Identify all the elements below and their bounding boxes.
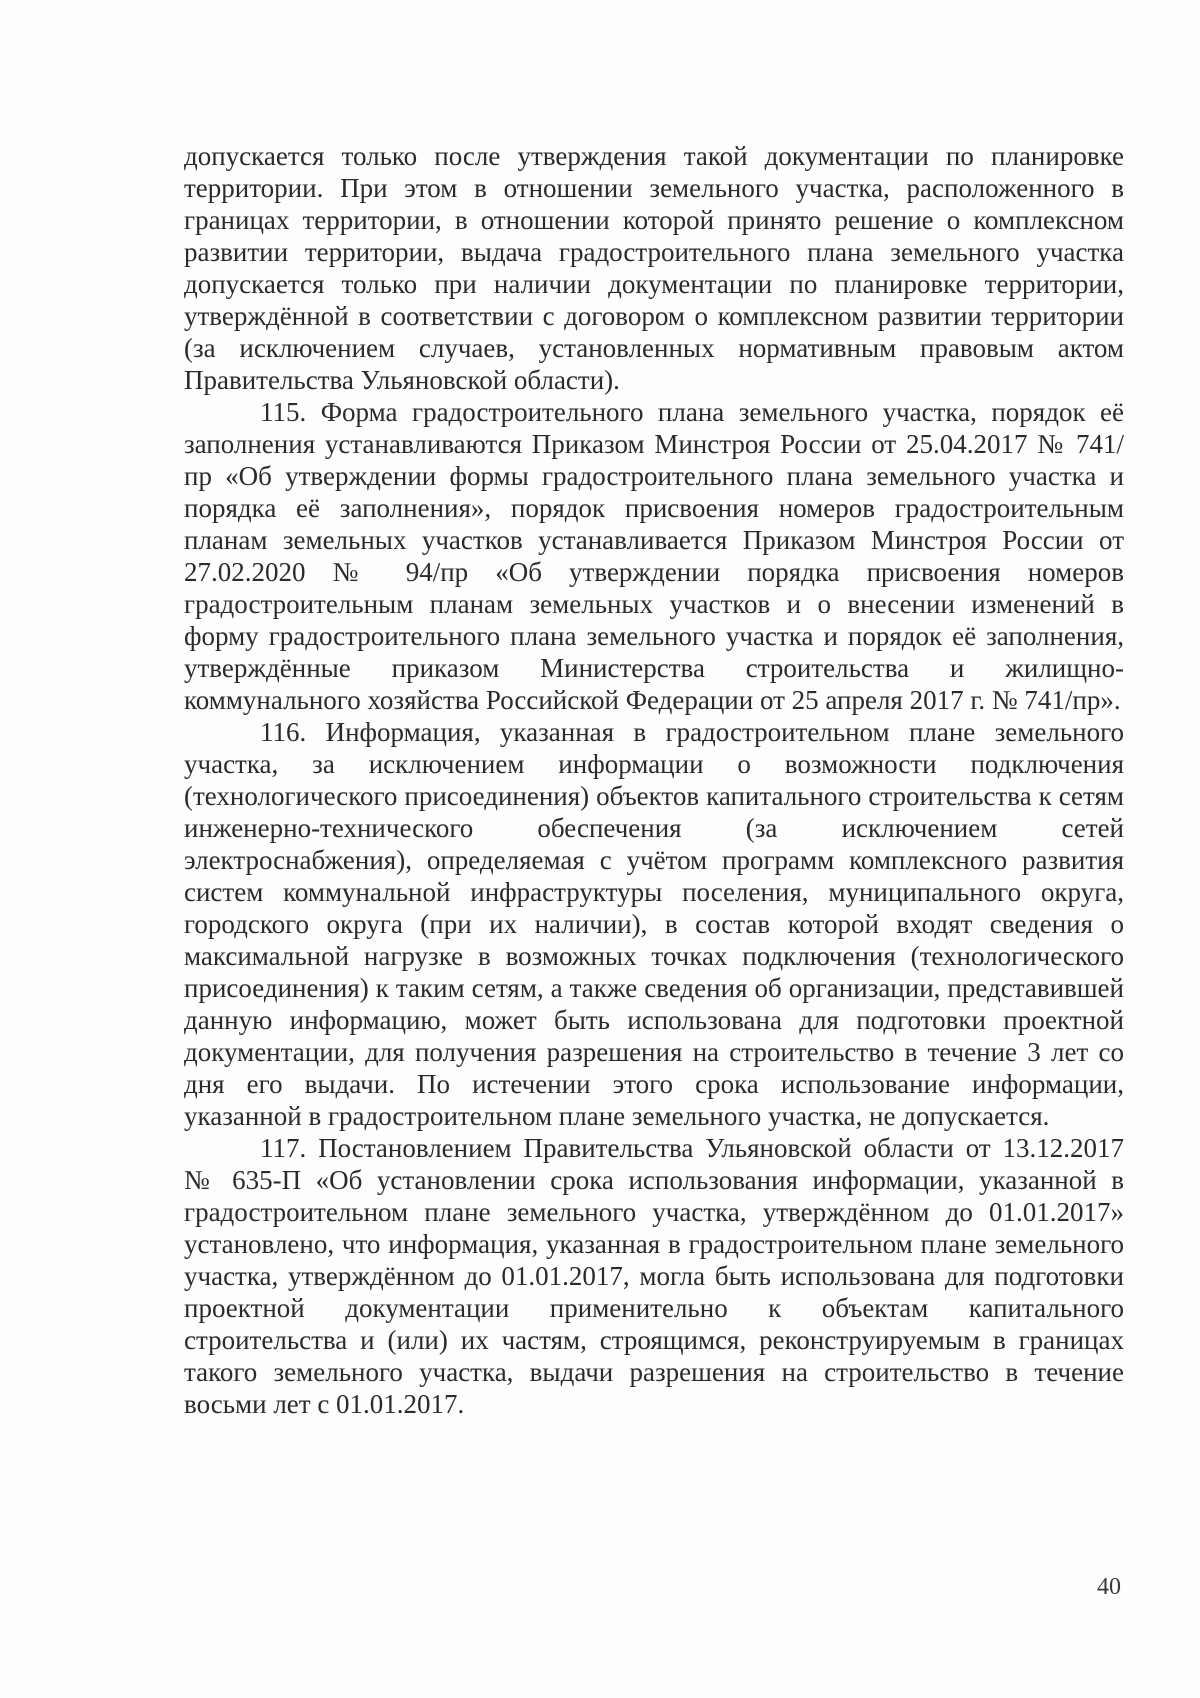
page-number: 40 xyxy=(1097,1574,1121,1600)
document-body xyxy=(184,140,1124,1420)
paragraph-116: 116. Информация, указанная в градостроительном плане земельного участка, за исключением информации о возможности подключения (технологического присоединения) объектов капитального строительства к сетям инженерно-технического обеспечения (за исключением сетей электроснабжения), определяемая с учётом программ комплексного развития систем коммунальной инфраструктуры поселения, муниципального округа, городского округа (при их наличии), в состав которой входят сведения о максимальной нагрузке в возможных точках подключения (технологического присоединения) к таким сетям, а также сведения об организации, представившей данную информацию, может быть использована для подготовки проектной документации, для получения разрешения на строительство в течение 3 лет со дня его выдачи. По истечении этого срока использование информации, указанной в градостроительном плане земельного участка, не допускается. xyxy=(184,717,1124,1131)
paragraph-115: 115. Форма градостроительного плана земельного участка, порядок её заполнения устанавливаются Приказом Минстроя России от 25.04.2017 № 741/пр «Об утверждении формы градостроительного плана земельного участка и порядка её заполнения», порядок присвоения номеров градостроительным планам земельных участков устанавливается Приказом Минстроя России от 27.02.2020 № 94/пр «Об утверждении порядка присвоения номеров градостроительным планам земельных участков и о внесении изменений в форму градостроительного плана земельного участка и порядок её заполнения, утверждённые приказом Министерства строительства и жилищно-коммунального хозяйства Российской Федерации от 25 апреля 2017 г. № 741/пр». xyxy=(184,397,1124,715)
paragraph-117: 117. Постановлением Правительства Ульяновской области от 13.12.2017 № 635-П «Об установлении срока использования информации, указанной в градостроительном плане земельного участка, утверждённом до 01.01.2017» установлено, что информация, указанная в градостроительном плане земельного участка, утверждённом до 01.01.2017, могла быть использована для подготовки проектной документации применительно к объектам капитального строительства и (или) их частям, строящимся, реконструируемым в границах такого земельного участка, выдачи разрешения на строительство в течение восьми лет с 01.01.2017. xyxy=(184,1133,1124,1419)
paragraph-continuation: допускается только после утверждения такой документации по планировке территории. При этом в отношении земельного участка, расположенного в границах территории, в отношении которой принято решение о комплексном развитии территории, выдача градостроительного плана земельного участка допускается только при наличии документации по планировке территории, утверждённой в соответствии с договором о комплексном развитии территории (за исключением случаев, установленных нормативным правовым актом Правительства Ульяновской области). xyxy=(184,141,1124,395)
